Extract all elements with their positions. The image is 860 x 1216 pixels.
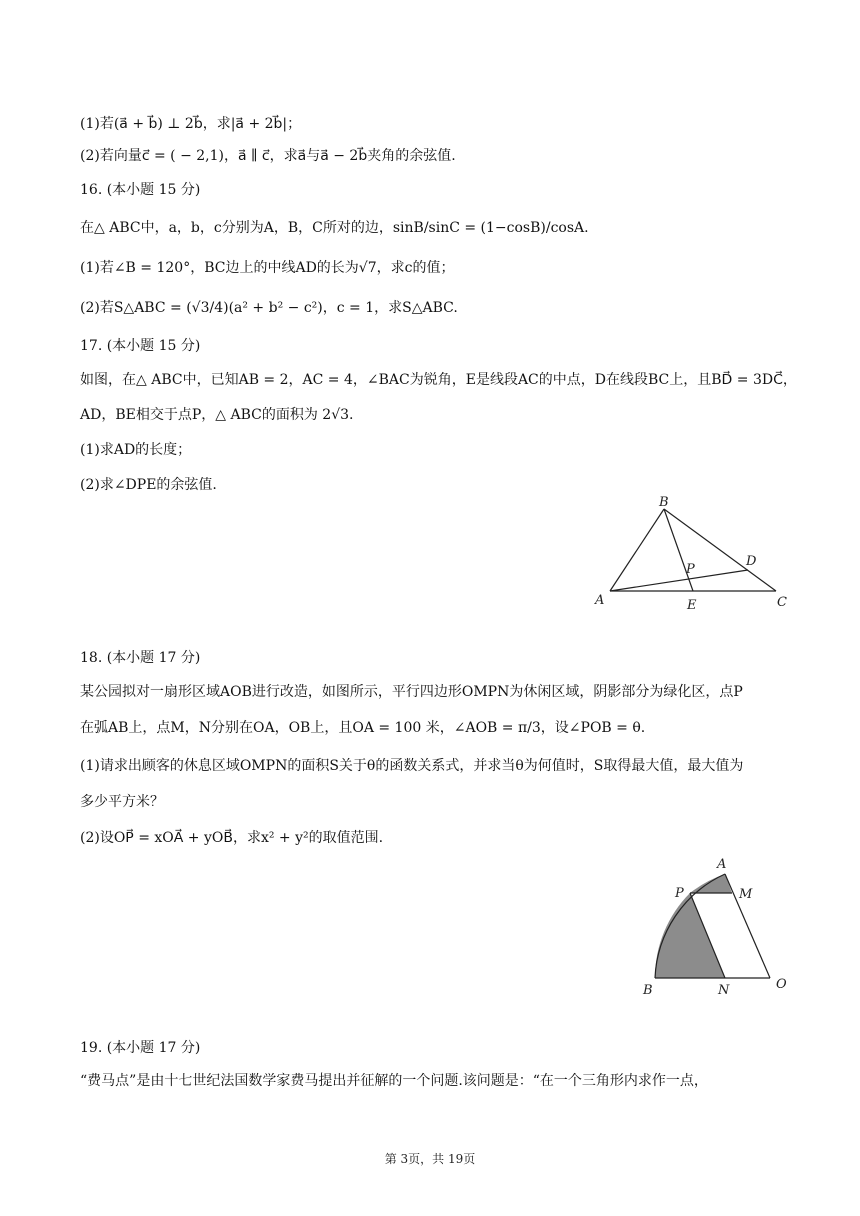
q17-part1: (1)求AD的长度； bbox=[80, 442, 192, 458]
q18-heading: 18. (本小题 17 分) bbox=[80, 650, 201, 666]
q17-part2: (2)求∠DPE的余弦值. bbox=[80, 477, 217, 493]
q15-part1: (1)若(a⃗ + b⃗) ⊥ 2b⃗，求|a⃗ + 2b⃗|； bbox=[80, 116, 302, 132]
q18-part1-line2: 多少平方米？ bbox=[80, 794, 164, 810]
label-d: D bbox=[746, 554, 757, 569]
q19-heading: 19. (本小题 17 分) bbox=[80, 1040, 201, 1056]
q18-stem-line1: 某公园拟对一扇形区域AOB进行改造，如图所示，平行四边形OMPN为休闲区域，阴影部分为绿化区，点P bbox=[80, 684, 743, 700]
q19-stem: “费马点”是由十七世纪法国数学家费马提出并征解的一个问题.该问题是：“在一个三角形内求作一点， bbox=[80, 1073, 708, 1089]
q17-heading: 17. (本小题 15 分) bbox=[80, 338, 201, 354]
q16-part2: (2)若S△ABC = (√3/4)(a² + b² − c²)，c = 1，求S△ABC. bbox=[80, 300, 458, 316]
label-a: A bbox=[717, 857, 727, 872]
q18-stem-line2: 在弧AB上，点M，N分别在OA，OB上，且OA = 100 米，∠AOB = π/3，设∠POB = θ. bbox=[80, 720, 646, 736]
label-n: N bbox=[718, 983, 730, 998]
q17-stem-line2: AD，BE相交于点P，△ ABC的面积为 2√3. bbox=[80, 407, 354, 423]
q17-stem-line1: 如图，在△ ABC中，已知AB = 2，AC = 4，∠BAC为锐角，E是线段AC的中点，D在线段BC上，且BD⃗ = 3DC⃗， bbox=[80, 372, 797, 388]
triangle-figure bbox=[588, 494, 798, 619]
q16-part1: (1)若∠B = 120°，BC边上的中线AD的长为√7，求c的值； bbox=[80, 260, 455, 276]
segment-bc bbox=[664, 509, 776, 591]
q18-part1-line1: (1)请求出顾客的休息区域OMPN的面积S关于θ的函数关系式，并求当θ为何值时，S取得最大值，最大值为 bbox=[80, 758, 744, 774]
label-p: P bbox=[675, 886, 684, 901]
label-p: P bbox=[686, 562, 695, 577]
shaded-region-left bbox=[655, 893, 725, 978]
label-b: B bbox=[659, 495, 669, 510]
sector-figure bbox=[630, 850, 800, 1000]
q16-heading: 16. (本小题 15 分) bbox=[80, 182, 201, 198]
label-e: E bbox=[687, 598, 697, 613]
segment-be bbox=[664, 509, 693, 591]
segment-ad bbox=[610, 570, 748, 591]
q16-stem: 在△ ABC中，a，b，c分别为A，B，C所对的边，sinB/sinC = (1−cosB)/cosA. bbox=[80, 220, 589, 236]
q18-part2: (2)设OP⃗ = xOA⃗ + yOB⃗，求x² + y²的取值范围. bbox=[80, 830, 384, 846]
label-b: B bbox=[643, 983, 653, 998]
label-c: C bbox=[777, 595, 787, 610]
segment-ab bbox=[610, 509, 664, 591]
label-m: M bbox=[739, 887, 753, 902]
label-a: A bbox=[595, 593, 605, 608]
page-footer: 第 3页，共 19页 bbox=[384, 1152, 476, 1166]
q15-part2: (2)若向量c⃗ = ( − 2,1)，a⃗ ∥ c⃗，求a⃗与a⃗ − 2b⃗夹角的余弦值. bbox=[80, 148, 456, 164]
label-o: O bbox=[776, 977, 787, 992]
